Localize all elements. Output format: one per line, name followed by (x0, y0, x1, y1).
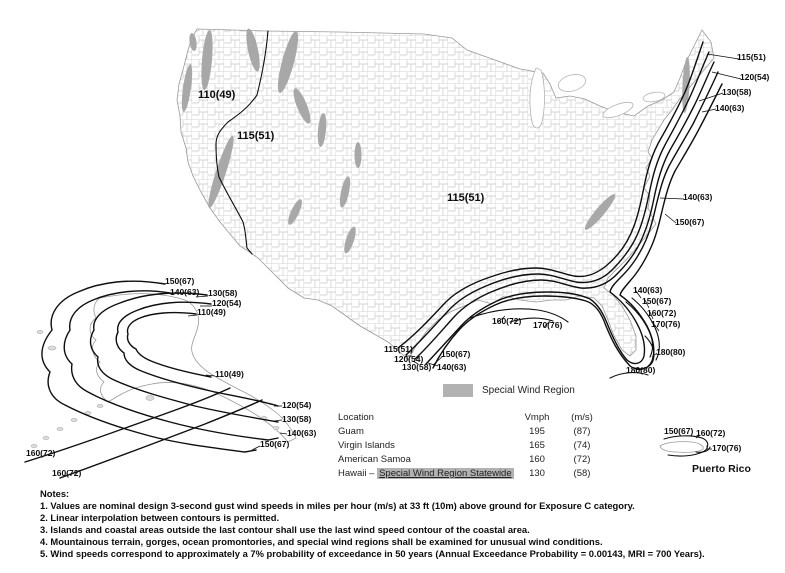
alaska-wind-label: 110(49) (215, 369, 244, 379)
vmph-cell: 195 (529, 426, 545, 438)
conus-wind-label: 115(51) (737, 52, 766, 62)
alaska-wind-label: 150(67) (260, 439, 290, 449)
note-item: 2. Linear interpolation between contours is permitted. (40, 512, 280, 524)
conus-wind-label: 160(72) (647, 308, 677, 318)
location-cell: Virgin Islands (338, 439, 395, 451)
conus-wind-label: 160(72) (492, 316, 522, 326)
ms-cell: (87) (573, 426, 591, 438)
note-item: 1. Values are nominal design 3-second gust wind speeds in miles per hour (m/s) at 33 ft (10m) above ground for Exposure C category. (40, 500, 635, 512)
legend (443, 384, 575, 397)
puerto-rico-wind-label: 160(72) (696, 428, 726, 438)
notes-title: Notes: (40, 488, 70, 499)
ms-cell: (58) (573, 467, 591, 479)
alaska-wind-label: 120(54) (212, 298, 242, 308)
table-header-row (338, 411, 605, 425)
vmph-cell: 160 (529, 453, 545, 465)
conus-wind-label: 120(54) (740, 72, 770, 82)
conus-wind-label: 120(54) (394, 354, 424, 364)
alaska-wind-label: 160(72) (26, 448, 56, 458)
conus-wind-label: 150(67) (642, 296, 672, 306)
table-row (338, 452, 605, 466)
alaska-wind-label: 110(49) (197, 307, 226, 317)
table-row (338, 466, 605, 480)
conus-wind-label: 150(67) (675, 217, 705, 227)
location-cell: Hawaii – Special Wind Region Statewide (338, 467, 512, 479)
alaska-wind-label: 150(67) (165, 276, 195, 286)
note-item: 5. Wind speeds correspond to approximately a 7% probability of exceedance in 50 years (Annual Exceedance Probability = 0.00143, MRI = 700 Years). (40, 548, 705, 560)
conus-wind-label: 130(58) (722, 87, 752, 97)
table-row (338, 425, 605, 439)
header-vmph: Vmph (524, 412, 550, 424)
alaska-wind-label: 140(63) (170, 287, 200, 297)
hawaii-special-region-highlight: Special Wind Region Statewide (379, 467, 512, 479)
conus-wind-label: 180(80) (626, 365, 656, 375)
puerto-rico-wind-label: 150(67) (664, 426, 694, 436)
location-cell: Guam (338, 426, 364, 438)
location-cell: American Samoa (338, 453, 411, 465)
location-table-body (338, 425, 605, 480)
ms-cell: (74) (573, 439, 591, 451)
conus-wind-label: 170(76) (533, 320, 563, 330)
conus-wind-label: 170(76) (651, 319, 681, 329)
notes-block (40, 488, 775, 561)
puerto-rico-wind-label: 170(76) (712, 443, 742, 453)
conus-wind-label: 110(49) (198, 89, 236, 101)
conus-wind-label: 150(67) (441, 349, 471, 359)
conus-wind-label: 130(58) (402, 362, 432, 372)
header-ms: (m/s) (571, 412, 593, 424)
table-row (338, 439, 605, 453)
note-item: 4. Mountainous terrain, gorges, ocean promontories, and special wind regions shall be examined for unusual wind conditions. (40, 536, 603, 548)
conus-wind-label: 140(63) (633, 285, 663, 295)
vmph-cell: 165 (529, 439, 545, 451)
alaska-wind-label: 130(58) (208, 288, 238, 298)
conus-wind-label: 140(63) (715, 103, 745, 113)
special-wind-region-swatch (443, 384, 473, 397)
conus-wind-label: 140(63) (437, 362, 467, 372)
alaska-wind-label: 120(54) (282, 400, 312, 410)
header-location: Location (338, 412, 374, 424)
alaska-wind-label: 140(63) (287, 428, 317, 438)
vmph-cell: 130 (529, 467, 545, 479)
alaska-wind-label: 160(72) (52, 468, 82, 478)
conus-wind-label: 140(63) (683, 192, 713, 202)
alaska-wind-label: 130(58) (282, 414, 312, 424)
notes-list (40, 500, 775, 560)
conus-wind-label: 115(51) (447, 192, 485, 204)
puerto-rico-title: Puerto Rico (692, 463, 751, 475)
conus-wind-label: 115(51) (237, 130, 275, 142)
conus-wind-label: 115(51) (384, 344, 413, 354)
ms-cell: (72) (573, 453, 591, 465)
note-item: 3. Islands and coastal areas outside the last contour shall use the last wind speed contour of the coastal area. (40, 524, 530, 536)
conus-wind-label: 180(80) (656, 347, 686, 357)
legend-label: Special Wind Region (482, 385, 575, 396)
location-table (338, 411, 605, 480)
